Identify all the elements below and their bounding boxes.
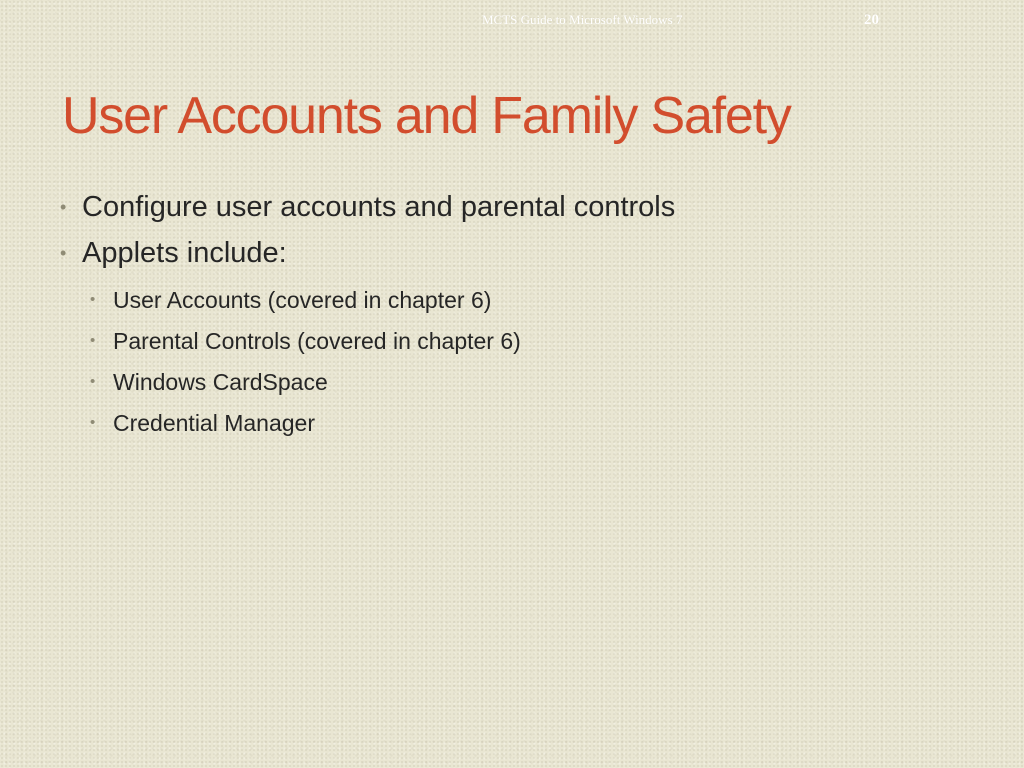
- bullet-marker-icon: •: [60, 197, 67, 217]
- sub-bullet-list: [90, 286, 521, 450]
- slide-title: User Accounts and Family Safety: [62, 87, 791, 145]
- sub-bullet-text: Windows CardSpace: [113, 369, 328, 395]
- sub-bullet-item: [90, 286, 521, 327]
- bullet-item: [60, 234, 960, 280]
- sub-bullet-item: [90, 409, 521, 450]
- bullet-item: [60, 188, 960, 234]
- sub-bullet-text: Credential Manager: [113, 410, 316, 436]
- bullet-list: [60, 188, 960, 436]
- book-title: MCTS Guide to Microsoft Windows 7: [482, 12, 683, 27]
- slide-header: [0, 10, 1024, 32]
- sub-bullet-marker-icon: •: [90, 373, 96, 390]
- sub-bullet-text: User Accounts (covered in chapter 6): [113, 287, 492, 313]
- bullet-text: Applets include:: [82, 237, 287, 269]
- sub-bullet-item: [90, 327, 521, 368]
- sub-bullet-item: [90, 368, 521, 409]
- slide-number: 20: [864, 12, 879, 28]
- sub-bullet-marker-icon: •: [90, 291, 96, 308]
- bullet-text: Configure user accounts and parental controls: [82, 191, 676, 223]
- sub-bullet-text: Parental Controls (covered in chapter 6): [113, 328, 521, 354]
- bullet-marker-icon: •: [60, 243, 67, 263]
- sub-bullet-marker-icon: •: [90, 332, 96, 349]
- sub-bullet-marker-icon: •: [90, 414, 96, 431]
